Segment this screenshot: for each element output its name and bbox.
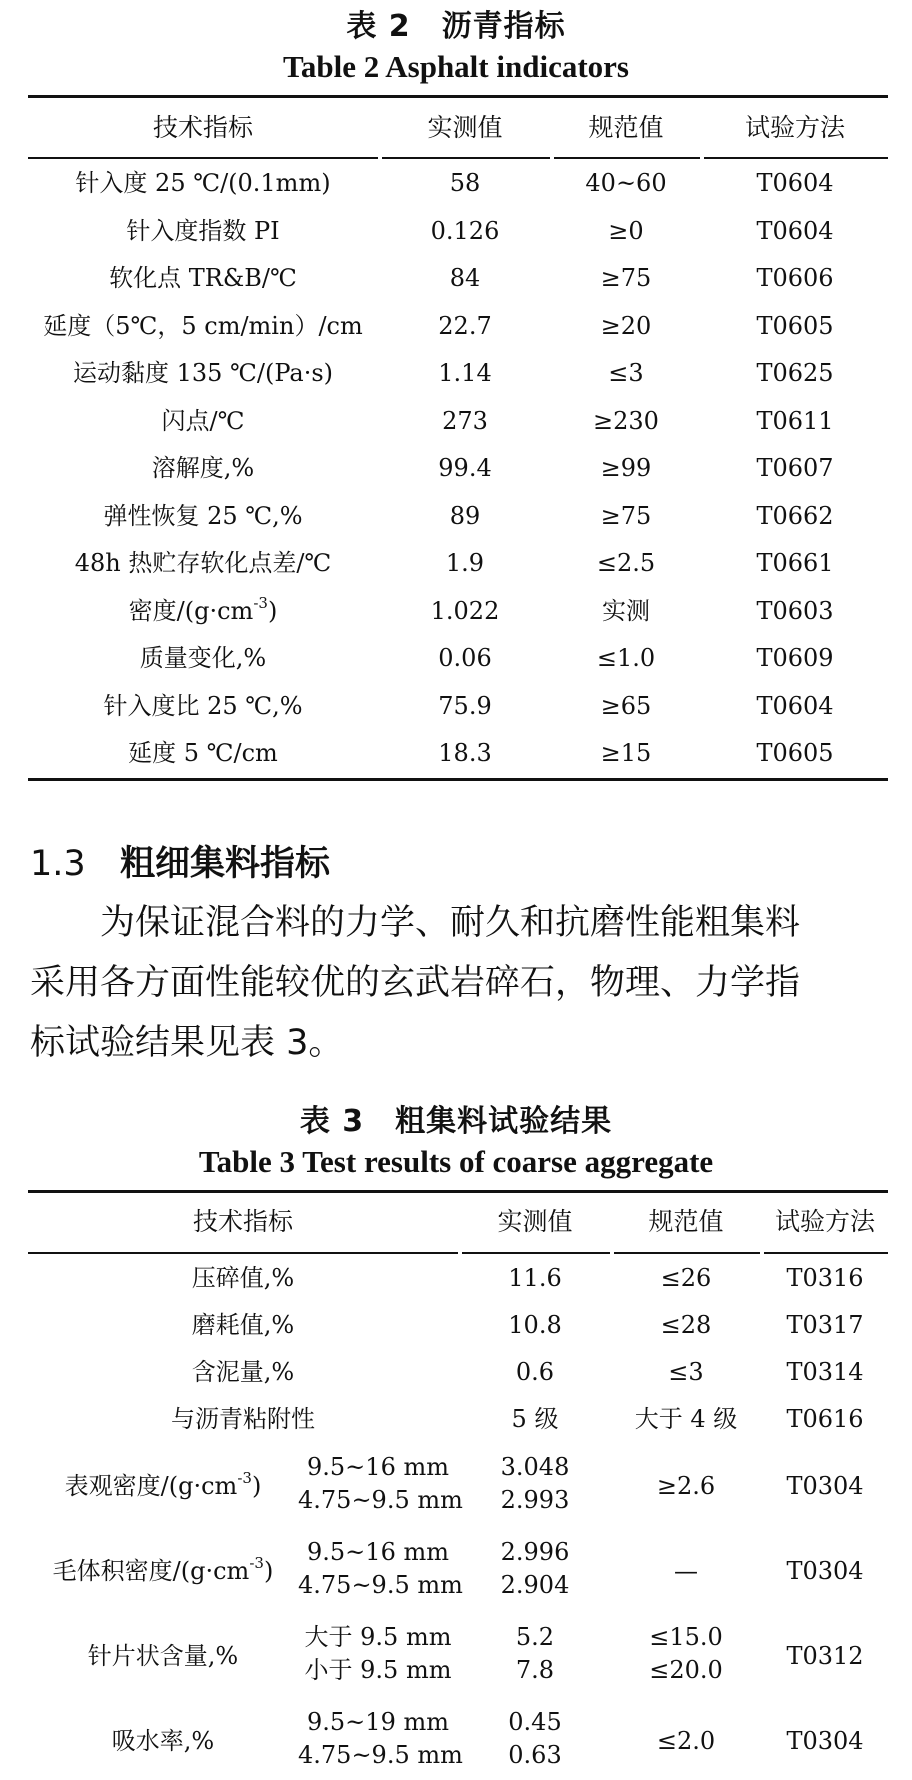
table2-cell-measured: 273 xyxy=(442,406,488,435)
table3-cell-method: T0616 xyxy=(786,1405,864,1433)
table2-cell-spec: ≤1.0 xyxy=(596,644,656,672)
table3-cell-measured: 7.8 xyxy=(515,1656,555,1684)
table2-cell-indicator: 针入度比 25 ℃,% xyxy=(103,691,303,720)
table3-cell-measured: 11.6 xyxy=(508,1264,562,1292)
table2-cell-method: T0604 xyxy=(756,691,834,720)
table3-header-method: 试验方法 xyxy=(774,1207,875,1236)
table3-cell-spec: ≤2.0 xyxy=(656,1727,716,1755)
table3-cell-measured: 5.2 xyxy=(515,1623,555,1651)
table2-bottom-rule xyxy=(28,778,888,781)
table2-cell-indicator: 质量变化,% xyxy=(139,644,267,672)
table3-cell-indicator xyxy=(28,1548,298,1595)
table3-cell-measured: 2.904 xyxy=(500,1571,570,1599)
table3-header-rule xyxy=(462,1252,610,1254)
table3-cell-method: T0314 xyxy=(786,1358,864,1386)
indicator-tail: ) xyxy=(251,1472,262,1500)
table3-cell-measured: 0.6 xyxy=(515,1358,555,1386)
table2-cell-measured: 18.3 xyxy=(438,739,492,767)
table2-cell-measured: 0.126 xyxy=(430,216,500,245)
table2-cell-indicator: 弹性恢复 25 ℃,% xyxy=(103,501,303,530)
table3-cell-size-range: 小于 9.5 mm xyxy=(304,1656,452,1684)
indicator-text: 密度/(g·cm xyxy=(128,596,254,625)
table2-cell-spec: ≤2.5 xyxy=(596,549,656,577)
table2-cell-spec: ≥20 xyxy=(600,311,652,340)
table2-caption-en: Table 2 Asphalt indicators xyxy=(283,49,629,84)
indicator-text: 毛体积密度/(g·cm xyxy=(52,1557,250,1585)
paragraph-line: 采用各方面性能较优的玄武岩碎石，物理、力学指 xyxy=(30,963,801,1003)
table2-cell-measured: 1.022 xyxy=(430,596,500,625)
table2-cell-measured: 89 xyxy=(449,501,481,530)
table3-header-indicator: 技术指标 xyxy=(192,1207,293,1236)
table3-cell-size-range: 4.75~9.5 mm xyxy=(298,1741,463,1769)
table2-cell-spec: ≥75 xyxy=(600,264,652,292)
table3-cell-spec: ≤15.0 xyxy=(649,1623,723,1651)
table3-top-rule xyxy=(28,1190,888,1193)
indicator-tail: ) xyxy=(263,1557,274,1585)
table3-caption-en: Table 3 Test results of coarse aggregate xyxy=(198,1144,714,1179)
table2-cell-indicator: 针入度 25 ℃/(0.1mm) xyxy=(75,169,331,197)
table2-cell-measured: 84 xyxy=(449,264,481,292)
superscript: -3 xyxy=(253,593,268,612)
table2-cell-indicator: 软化点 TR&B/℃ xyxy=(109,264,297,292)
table3-cell-method: T0317 xyxy=(786,1311,864,1339)
table3-cell-size-range: 大于 9.5 mm xyxy=(304,1623,452,1651)
table3-cell-size-range: 9.5~16 mm xyxy=(307,1538,449,1566)
indicator-tail: ) xyxy=(267,596,278,625)
table3-cell-size-range: 9.5~19 mm xyxy=(307,1708,449,1736)
table3-cell-size-range: 9.5~16 mm xyxy=(307,1453,449,1481)
table2-cell-measured: 58 xyxy=(449,169,481,197)
table2-cell-measured: 1.14 xyxy=(438,359,492,387)
table2-cell-method: T0606 xyxy=(756,264,834,292)
table3-cell-measured: 10.8 xyxy=(508,1311,562,1339)
table2-header-rule xyxy=(554,157,700,159)
table3-cell-indicator: 吸水率,% xyxy=(111,1727,215,1755)
table3-cell-size-range: 4.75~9.5 mm xyxy=(298,1571,463,1599)
indicator-text: 表观密度/(g·cm xyxy=(64,1472,238,1500)
table2-cell-indicator: 针入度指数 PI xyxy=(126,216,280,245)
section-heading xyxy=(30,842,330,886)
table2-cell-indicator: 48h 热贮存软化点差/℃ xyxy=(74,549,332,577)
table3-cell-indicator: 与沥青粘附性 xyxy=(171,1405,315,1433)
table2-cell-method: T0661 xyxy=(756,549,834,577)
table2-cell-measured: 22.7 xyxy=(438,311,492,340)
table2-cell-method: T0605 xyxy=(756,311,834,340)
table3-cell-method: T0304 xyxy=(786,1727,864,1755)
table2-cell-method: T0662 xyxy=(756,501,834,530)
table2-cell-measured: 0.06 xyxy=(438,644,492,672)
table2-cell-spec: ≥99 xyxy=(600,454,652,482)
table3-caption-cn: 表 3 粗集料试验结果 xyxy=(299,1104,613,1139)
superscript: -3 xyxy=(249,1554,264,1572)
table2-header-rule xyxy=(382,157,550,159)
table3-cell-spec: ≤3 xyxy=(668,1358,704,1386)
table2-cell-method: T0604 xyxy=(756,169,834,197)
table2-cell-spec: ≤3 xyxy=(608,359,644,387)
table3-cell-measured: 2.996 xyxy=(500,1538,570,1566)
table2-cell-spec: ≥0 xyxy=(608,216,644,245)
table2-header-method: 试验方法 xyxy=(744,113,845,142)
table2-cell-indicator xyxy=(28,588,378,635)
table3-cell-size-range: 4.75~9.5 mm xyxy=(298,1486,463,1514)
table2-header-rule xyxy=(28,157,378,159)
table3-cell-method: T0312 xyxy=(786,1642,864,1670)
table2-cell-method: T0611 xyxy=(756,406,834,435)
table2-cell-method: T0625 xyxy=(756,359,834,387)
table2-cell-indicator: 延度 5 ℃/cm xyxy=(128,739,278,767)
table3-cell-indicator: 磨耗值,% xyxy=(191,1311,295,1339)
table2-header-rule xyxy=(704,157,888,159)
table2-header-spec: 规范值 xyxy=(588,113,664,142)
table2-cell-measured: 75.9 xyxy=(438,691,492,720)
table3-cell-indicator: 针片状含量,% xyxy=(87,1642,239,1670)
table3-cell-measured: 0.63 xyxy=(508,1741,562,1769)
table3-cell-spec: 大于 4 级 xyxy=(634,1405,738,1433)
table2-top-rule xyxy=(28,95,888,98)
table2-cell-method: T0609 xyxy=(756,644,834,672)
table3-cell-spec: ≤20.0 xyxy=(649,1656,723,1684)
table2-caption-cn: 表 2 沥青指标 xyxy=(346,9,566,44)
table2-cell-spec: ≥230 xyxy=(593,406,659,435)
table2-cell-spec: 实测 xyxy=(602,596,650,625)
table2-cell-indicator: 闪点/℃ xyxy=(161,406,245,435)
table3-cell-spec: — xyxy=(674,1557,698,1585)
section-number: 1.3 xyxy=(30,844,86,884)
table2-cell-spec: ≥75 xyxy=(600,501,652,530)
table3-cell-indicator: 压碎值,% xyxy=(191,1264,295,1292)
table3-cell-method: T0304 xyxy=(786,1472,864,1500)
table3-cell-method: T0316 xyxy=(786,1264,864,1292)
table3-cell-indicator xyxy=(28,1463,298,1510)
table2-cell-method: T0605 xyxy=(756,739,834,767)
table2-cell-spec: ≥15 xyxy=(600,739,652,767)
table2-cell-method: T0607 xyxy=(756,454,834,482)
table2-cell-indicator: 溶解度,% xyxy=(151,454,255,482)
table3-cell-indicator: 含泥量,% xyxy=(191,1358,295,1386)
table2-cell-measured: 99.4 xyxy=(438,454,492,482)
table3-cell-spec: ≥2.6 xyxy=(656,1472,716,1500)
table3-cell-spec: ≤26 xyxy=(660,1264,712,1292)
table2-cell-spec: 40~60 xyxy=(585,169,667,197)
superscript: -3 xyxy=(237,1469,252,1487)
table2-header-measured: 实测值 xyxy=(427,113,503,142)
table3-header-rule xyxy=(614,1252,760,1254)
table3-cell-spec: ≤28 xyxy=(660,1311,712,1339)
table3-cell-measured: 5 级 xyxy=(511,1405,559,1433)
table2-cell-method: T0604 xyxy=(756,216,834,245)
table2-cell-indicator: 运动黏度 135 ℃/(Pa·s) xyxy=(72,359,334,387)
table3-cell-measured: 0.45 xyxy=(508,1708,562,1736)
table3-header-rule xyxy=(28,1252,458,1254)
paragraph-line: 标试验结果见表 3。 xyxy=(30,1023,344,1063)
paragraph-line: 为保证混合料的力学、耐久和抗磨性能粗集料 xyxy=(30,903,801,943)
table2-cell-spec: ≥65 xyxy=(600,691,652,720)
table3-header-spec: 规范值 xyxy=(648,1207,724,1236)
table2-cell-method: T0603 xyxy=(756,596,834,625)
table3-cell-measured: 3.048 xyxy=(500,1453,570,1481)
table2-cell-indicator: 延度（5℃，5 cm/min）/cm xyxy=(43,311,363,340)
table3-header-measured: 实测值 xyxy=(497,1207,573,1236)
table3-cell-method: T0304 xyxy=(786,1557,864,1585)
table2-header-indicator: 技术指标 xyxy=(152,113,253,142)
table3-header-rule xyxy=(764,1252,888,1254)
table3-cell-measured: 2.993 xyxy=(500,1486,570,1514)
table2-cell-measured: 1.9 xyxy=(445,549,485,577)
section-title: 粗细集料指标 xyxy=(120,844,331,884)
